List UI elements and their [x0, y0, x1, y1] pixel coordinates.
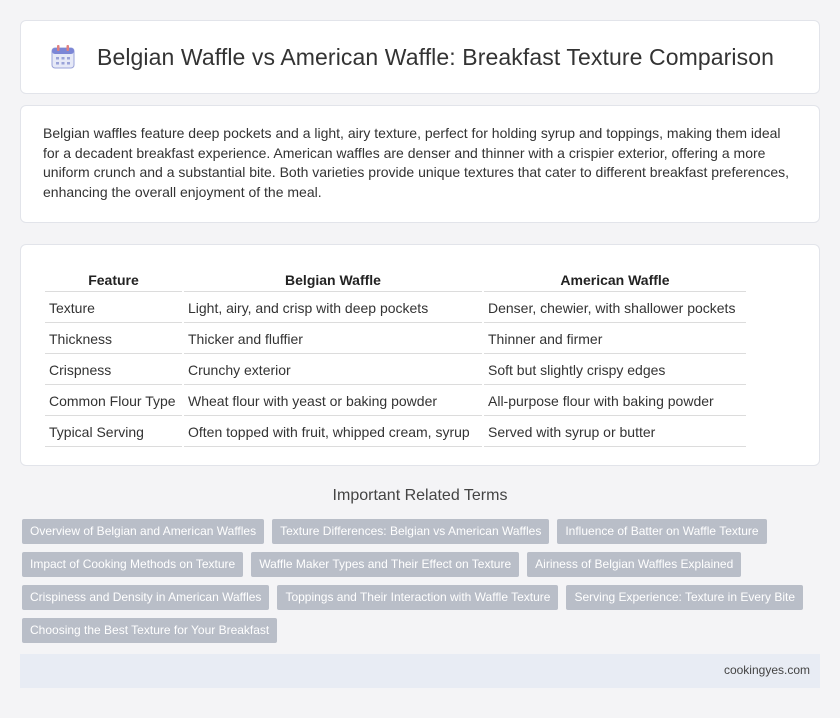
table-row	[45, 387, 746, 416]
related-terms-title: Important Related Terms	[332, 487, 508, 504]
table-cell: Texture	[45, 294, 182, 323]
table-header: Belgian Waffle	[184, 267, 482, 292]
related-term-tag[interactable]: Serving Experience: Texture in Every Bite	[566, 585, 803, 610]
table-header: Feature	[45, 267, 182, 292]
related-term-tag[interactable]: Airiness of Belgian Waffles Explained	[527, 552, 741, 577]
table-cell: Soft but slightly crispy edges	[484, 356, 746, 385]
intro-card	[20, 105, 820, 223]
related-terms-list	[22, 519, 822, 643]
table-cell: Common Flour Type	[45, 387, 182, 416]
comparison-table	[43, 265, 748, 449]
table-cell: Crispness	[45, 356, 182, 385]
header-card	[20, 20, 820, 94]
related-term-tag[interactable]: Impact of Cooking Methods on Texture	[22, 552, 243, 577]
footer	[20, 654, 820, 688]
calendar-icon	[49, 43, 77, 71]
table-cell: Light, airy, and crisp with deep pockets	[184, 294, 482, 323]
related-term-tag[interactable]: Influence of Batter on Waffle Texture	[557, 519, 766, 544]
related-term-tag[interactable]: Crispiness and Density in American Waffles	[22, 585, 269, 610]
table-cell: Wheat flour with yeast or baking powder	[184, 387, 482, 416]
table-cell: Typical Serving	[45, 418, 182, 447]
table-header: American Waffle	[484, 267, 746, 292]
table-cell: Denser, chewier, with shallower pockets	[484, 294, 746, 323]
table-cell: Served with syrup or butter	[484, 418, 746, 447]
table-header-row	[45, 267, 746, 292]
table-row	[45, 294, 746, 323]
table-cell: Thickness	[45, 325, 182, 354]
related-term-tag[interactable]: Choosing the Best Texture for Your Breakfast	[22, 618, 277, 643]
comparison-card	[20, 244, 820, 466]
table-row	[45, 356, 746, 385]
table-cell: All-purpose flour with baking powder	[484, 387, 746, 416]
source-link[interactable]: cookingyes.com	[723, 663, 810, 677]
table-cell: Crunchy exterior	[184, 356, 482, 385]
related-term-tag[interactable]: Texture Differences: Belgian vs American Waffles	[272, 519, 549, 544]
table-row	[45, 325, 746, 354]
table-row	[45, 418, 746, 447]
related-term-tag[interactable]: Toppings and Their Interaction with Waffle Texture	[277, 585, 558, 610]
intro-text: Belgian waffles feature deep pockets and a light, airy texture, perfect for holding syrup and toppings, making them ideal for a decadent breakfast experience. American waffles are denser and thinner with a crispier exterior, offering a more uniform crunch and a substantial bite. Both varieties provide unique textures that cater to different breakfast preferences, enhancing the overall enjoyment of the meal.	[43, 125, 790, 200]
related-term-tag[interactable]: Overview of Belgian and American Waffles	[22, 519, 264, 544]
related-term-tag[interactable]: Waffle Maker Types and Their Effect on Texture	[251, 552, 519, 577]
page-title: Belgian Waffle vs American Waffle: Breakfast Texture Comparison	[97, 43, 775, 70]
table-cell: Thinner and firmer	[484, 325, 746, 354]
table-cell: Thicker and fluffier	[184, 325, 482, 354]
table-cell: Often topped with fruit, whipped cream, syrup	[184, 418, 482, 447]
